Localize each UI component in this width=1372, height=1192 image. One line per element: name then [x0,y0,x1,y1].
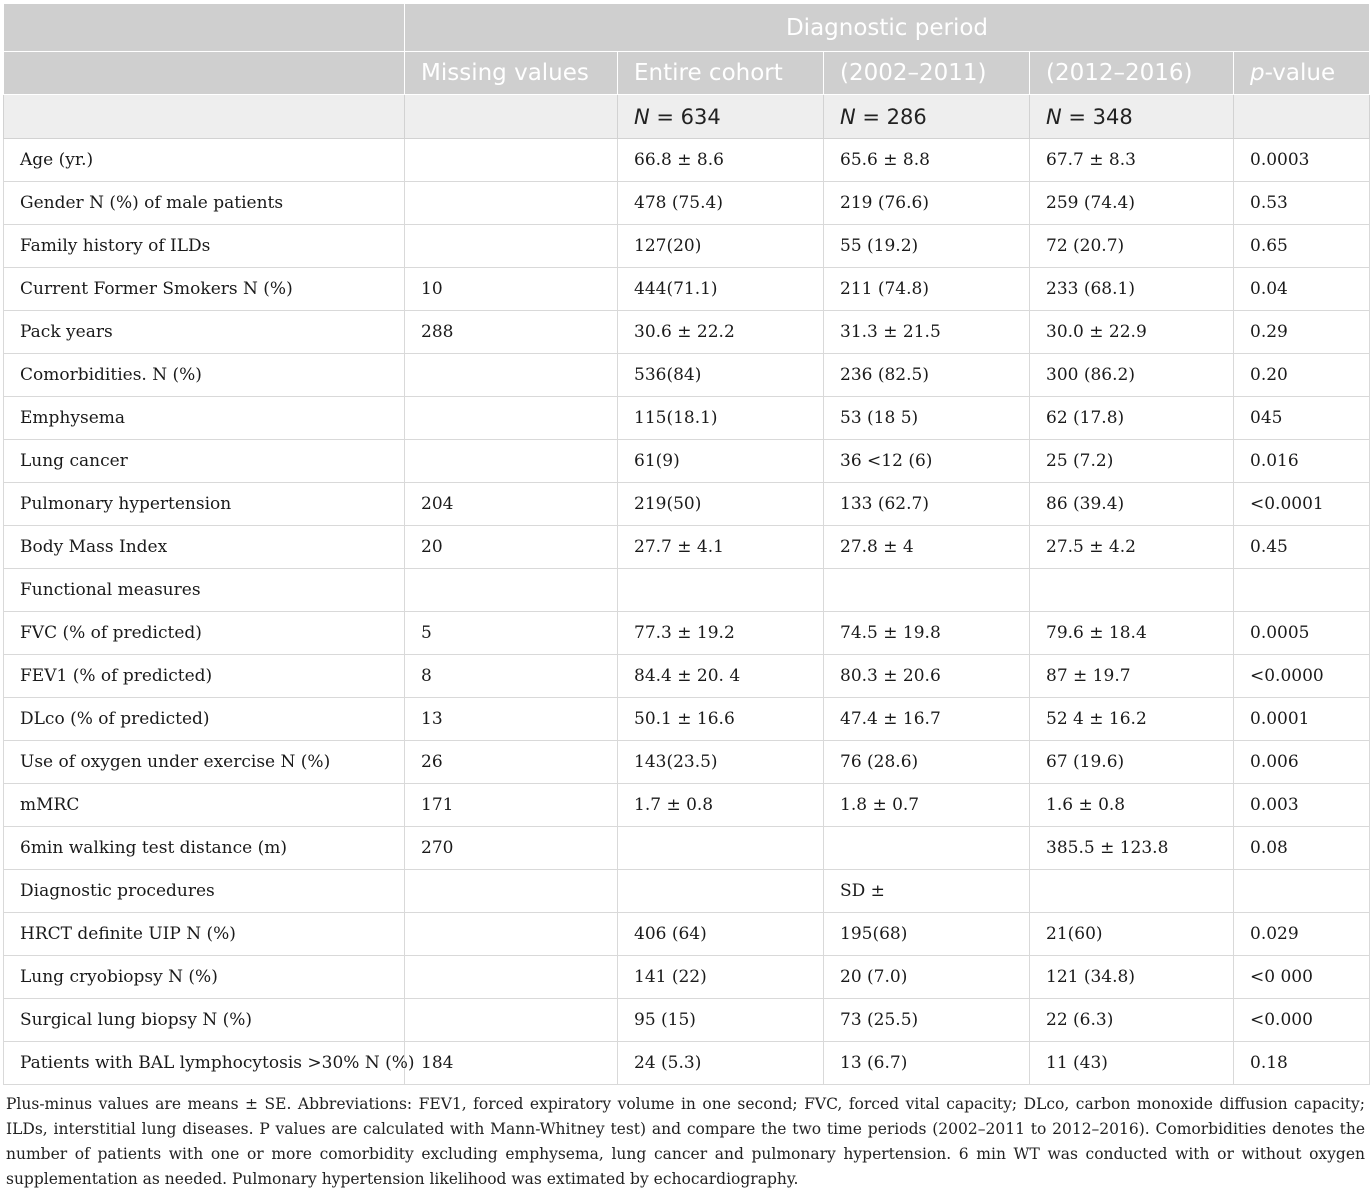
header-row-group [4,4,1370,52]
period1-value: 31.3 ± 21.5 [824,311,1030,354]
entire-cohort-value: 478 (75.4) [618,182,824,225]
table-row [4,956,1370,999]
missing-value: 26 [405,741,618,784]
period1-value [824,827,1030,870]
period2-value: 385.5 ± 123.8 [1030,827,1234,870]
entire-cohort-value: 66.8 ± 8.6 [618,139,824,182]
missing-value: 20 [405,526,618,569]
period2-value: 11 (43) [1030,1042,1234,1085]
period2-value: 1.6 ± 0.8 [1030,784,1234,827]
entire-cohort-value: 444(71.1) [618,268,824,311]
table-row [4,612,1370,655]
p-value: <0 000 [1234,956,1370,999]
p-value: 0.006 [1234,741,1370,784]
p-value: 0.29 [1234,311,1370,354]
p-value: 0.45 [1234,526,1370,569]
row-label: FEV1 (% of predicted) [4,655,405,698]
p-value: 0.20 [1234,354,1370,397]
row-label: Body Mass Index [4,526,405,569]
period1-value: 27.8 ± 4 [824,526,1030,569]
period2-value: 79.6 ± 18.4 [1030,612,1234,655]
period1-value: 80.3 ± 20.6 [824,655,1030,698]
period2-value: 25 (7.2) [1030,440,1234,483]
p-value: 0.029 [1234,913,1370,956]
table-row [4,139,1370,182]
period2-value: 67.7 ± 8.3 [1030,139,1234,182]
p-value: 0.0003 [1234,139,1370,182]
header-empty-cell [4,52,405,95]
table-row [4,397,1370,440]
period1-value: 219 (76.6) [824,182,1030,225]
period2-value: 67 (19.6) [1030,741,1234,784]
row-label: Current Former Smokers N (%) [4,268,405,311]
p-value: <0.0001 [1234,483,1370,526]
row-label: Lung cancer [4,440,405,483]
p-value: 0.016 [1234,440,1370,483]
period2-value: 22 (6.3) [1030,999,1234,1042]
diagnostic-period-header: Diagnostic period [405,4,1370,52]
pvalue-suffix: -value [1264,60,1336,86]
table-row [4,784,1370,827]
period1-value: 47.4 ± 16.7 [824,698,1030,741]
row-label: 6min walking test distance (m) [4,827,405,870]
n-empty-cell [405,95,618,139]
p-value: 0.53 [1234,182,1370,225]
period1-value: 65.6 ± 8.8 [824,139,1030,182]
p-value: 0.08 [1234,827,1370,870]
table-row [4,440,1370,483]
period2-value: 62 (17.8) [1030,397,1234,440]
missing-value: 8 [405,655,618,698]
period2-value: 87 ± 19.7 [1030,655,1234,698]
table-row [4,526,1370,569]
n-empty-cell [1234,95,1370,139]
missing-value: 13 [405,698,618,741]
row-label: Comorbidities. N (%) [4,354,405,397]
period1-value: 73 (25.5) [824,999,1030,1042]
p-value [1234,870,1370,913]
period2-value: 86 (39.4) [1030,483,1234,526]
pvalue-italic: p [1250,60,1265,86]
table-row [4,1042,1370,1085]
period1-value: 36 <12 (6) [824,440,1030,483]
row-label: Functional measures [4,569,405,612]
row-label: Family history of ILDs [4,225,405,268]
row-label: HRCT definite UIP N (%) [4,913,405,956]
row-label: DLco (% of predicted) [4,698,405,741]
col-header-period2: (2012–2016) [1030,52,1234,95]
period2-value [1030,569,1234,612]
p-value: 045 [1234,397,1370,440]
table-row [4,225,1370,268]
table-row [4,913,1370,956]
table-row [4,698,1370,741]
period2-value: 233 (68.1) [1030,268,1234,311]
missing-value: 171 [405,784,618,827]
missing-value [405,956,618,999]
missing-value [405,440,618,483]
period1-value: 195(68) [824,913,1030,956]
table-row [4,741,1370,784]
period1-value [824,569,1030,612]
entire-cohort-value: 27.7 ± 4.1 [618,526,824,569]
p-value: 0.18 [1234,1042,1370,1085]
entire-cohort-value: 84.4 ± 20. 4 [618,655,824,698]
row-label: Patients with BAL lymphocytosis >30% N (%) [4,1042,405,1085]
row-label: Gender N (%) of male patients [4,182,405,225]
missing-value: 204 [405,483,618,526]
n-entire: N = 634 [618,95,824,139]
row-label: Emphysema [4,397,405,440]
row-label: mMRC [4,784,405,827]
row-label: Use of oxygen under exercise N (%) [4,741,405,784]
n-period1: N = 286 [824,95,1030,139]
entire-cohort-value: 141 (22) [618,956,824,999]
missing-value: 184 [405,1042,618,1085]
row-label: Age (yr.) [4,139,405,182]
missing-value: 270 [405,827,618,870]
table-row [4,999,1370,1042]
entire-cohort-value: 536(84) [618,354,824,397]
missing-value: 10 [405,268,618,311]
table-row [4,655,1370,698]
p-value: 0.0001 [1234,698,1370,741]
period1-value: 20 (7.0) [824,956,1030,999]
period1-value: 74.5 ± 19.8 [824,612,1030,655]
entire-cohort-value: 127(20) [618,225,824,268]
p-value [1234,569,1370,612]
period1-value: SD ± [824,870,1030,913]
entire-cohort-value [618,870,824,913]
missing-value [405,569,618,612]
missing-value [405,139,618,182]
entire-cohort-value: 406 (64) [618,913,824,956]
period1-value: 55 (19.2) [824,225,1030,268]
header-empty-cell [4,4,405,52]
missing-value [405,397,618,440]
entire-cohort-value: 1.7 ± 0.8 [618,784,824,827]
missing-value: 5 [405,612,618,655]
period1-value: 236 (82.5) [824,354,1030,397]
table-row [4,870,1370,913]
table-row [4,268,1370,311]
table-row [4,182,1370,225]
row-label: Pack years [4,311,405,354]
entire-cohort-value: 77.3 ± 19.2 [618,612,824,655]
col-header-period1: (2002–2011) [824,52,1030,95]
entire-cohort-value: 24 (5.3) [618,1042,824,1085]
missing-value [405,999,618,1042]
row-label: FVC (% of predicted) [4,612,405,655]
period2-value [1030,870,1234,913]
col-header-entire: Entire cohort [618,52,824,95]
col-header-missing: Missing values [405,52,618,95]
p-value: 0.65 [1234,225,1370,268]
table-row [4,354,1370,397]
data-table [3,3,1370,1085]
row-label: Lung cryobiopsy N (%) [4,956,405,999]
period1-value: 133 (62.7) [824,483,1030,526]
table-row [4,569,1370,612]
missing-value [405,913,618,956]
row-label: Pulmonary hypertension [4,483,405,526]
header-row-columns [4,52,1370,95]
entire-cohort-value: 50.1 ± 16.6 [618,698,824,741]
col-header-pvalue [1234,52,1370,95]
missing-value: 288 [405,311,618,354]
p-value: 0.0005 [1234,612,1370,655]
period1-value: 76 (28.6) [824,741,1030,784]
period1-value: 211 (74.8) [824,268,1030,311]
table-footnote: Plus-minus values are means ± SE. Abbreviations: FEV1, forced expiratory volume in one second; FVC, forced vital capacity; DLco, carbon monoxide diffusion capacity; ILDs, interstitial lung diseases. P values are calculated with Mann-Whitney test) and compare the two time periods (2002–2011 to 2012–2016). Comorbidities denotes the number of patients with one or more comorbidity excluding emphysema, lung cancer and pulmonary hypertension. 6 min WT was conducted with or without oxygen supplementation as needed. Pulmonary hypertension likelihood was extimated by echocardiography. [6,1095,1365,1188]
period1-value: 1.8 ± 0.7 [824,784,1030,827]
period1-value: 53 (18 5) [824,397,1030,440]
period2-value: 72 (20.7) [1030,225,1234,268]
p-value: 0.003 [1234,784,1370,827]
entire-cohort-value [618,569,824,612]
row-label: Surgical lung biopsy N (%) [4,999,405,1042]
period2-value: 27.5 ± 4.2 [1030,526,1234,569]
p-value: <0.000 [1234,999,1370,1042]
period1-value: 13 (6.7) [824,1042,1030,1085]
entire-cohort-value: 95 (15) [618,999,824,1042]
n-period2: N = 348 [1030,95,1234,139]
missing-value [405,870,618,913]
entire-cohort-value: 219(50) [618,483,824,526]
table-body [4,139,1370,1085]
n-empty-cell [4,95,405,139]
period2-value: 21(60) [1030,913,1234,956]
entire-cohort-value: 115(18.1) [618,397,824,440]
row-label: Diagnostic procedures [4,870,405,913]
p-value: <0.0000 [1234,655,1370,698]
p-value: 0.04 [1234,268,1370,311]
missing-value [405,182,618,225]
period2-value: 259 (74.4) [1030,182,1234,225]
entire-cohort-value [618,827,824,870]
entire-cohort-value: 30.6 ± 22.2 [618,311,824,354]
table-row [4,311,1370,354]
period2-value: 300 (86.2) [1030,354,1234,397]
period2-value: 52 4 ± 16.2 [1030,698,1234,741]
period2-value: 30.0 ± 22.9 [1030,311,1234,354]
entire-cohort-value: 61(9) [618,440,824,483]
missing-value [405,354,618,397]
table-container [3,3,1369,1192]
entire-cohort-value: 143(23.5) [618,741,824,784]
missing-value [405,225,618,268]
table-row [4,827,1370,870]
header-row-n [4,95,1370,139]
table-row [4,483,1370,526]
period2-value: 121 (34.8) [1030,956,1234,999]
